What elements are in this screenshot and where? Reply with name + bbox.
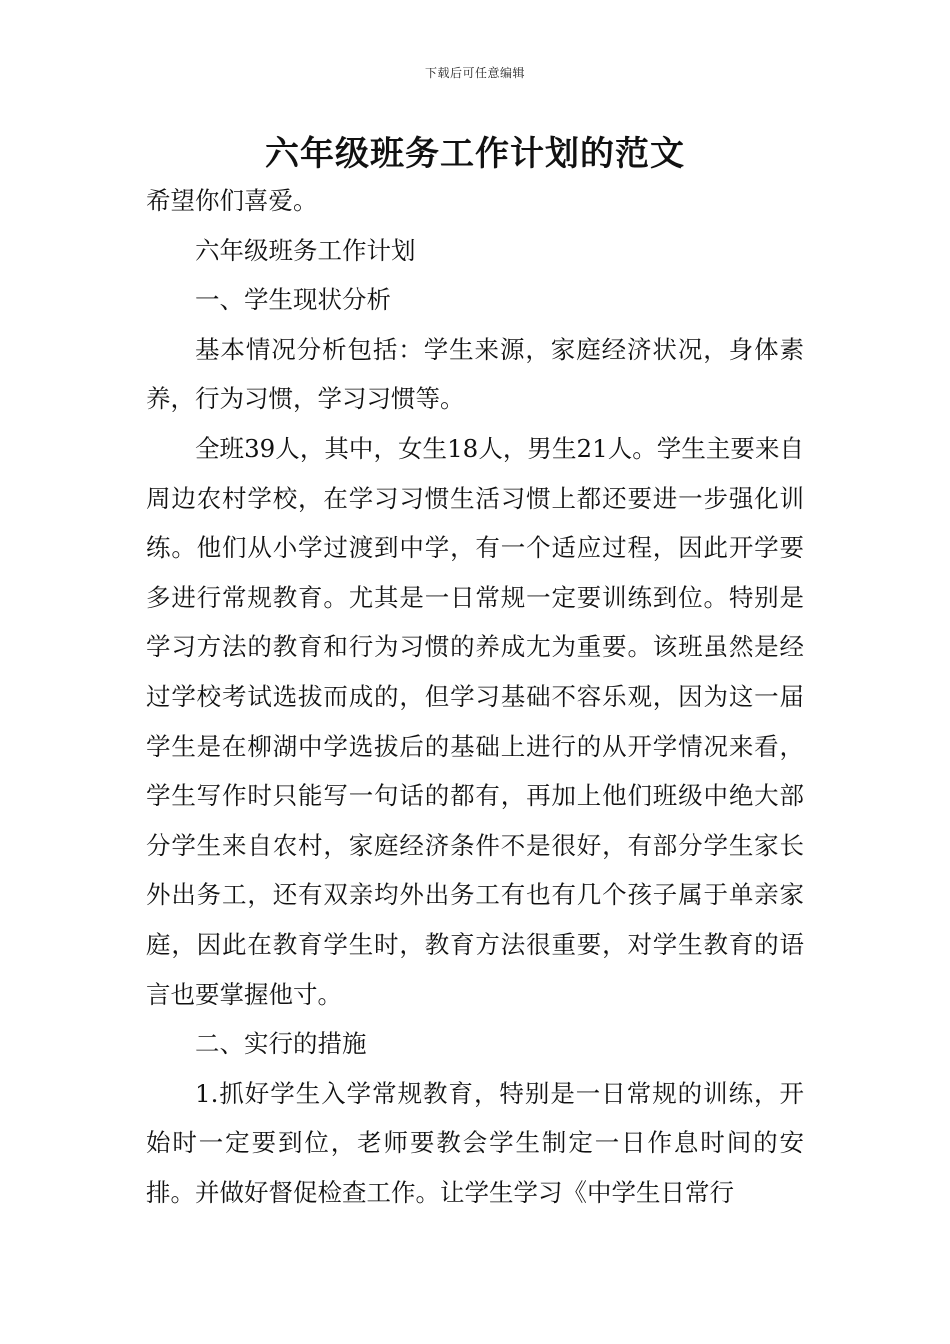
paragraph-measure-1: 1.抓好学生入学常规教育，特别是一日常规的训练，开始时一定要到位，老师要教会学生制定一日作息时间的安排。并做好督促检查工作。让学生学习《中学生日常行	[146, 1078, 804, 1207]
section-heading-measures: 二、实行的措施	[195, 1029, 367, 1059]
paragraph-intro: 希望你们喜爱。	[146, 186, 318, 215]
page-header-note: 下载后可任意编辑	[424, 66, 525, 80]
paragraph-class-overview: 全班39人，其中，女生18人，男生21人。学生主要来自周边农村学校，在学习习惯生活习惯上都还要进一步强化训练。他们从小学过渡到中学，有一个适应过程，因此开学要多进行常规教育。尤其是一日常规一定要训练到位。特别是学习方法的教育和行为习惯的养成尢为重要。该班虽然是经过学校考试选拔而成的，但学习基础不容乐观，因为这一届学生是在柳湖中学选拔后的基础上进行的从开学情况来看，学生写作时只能写一句话的都有，再加上他们班级中绝大部分学生来自农村，家庭经济条件不是很好，有部分学生家长外出务工，还有双亲均外出务工有也有几个孩子属于单亲家庭，因此在教育学生时，教育方法很重要，对学生教育的语言也要掌握他寸。	[146, 433, 804, 1009]
document-body	[146, 176, 804, 1217]
section-heading-plan: 六年级班务工作计划	[195, 235, 416, 265]
document-title: 六年级班务工作计划的范文	[265, 134, 685, 174]
paragraph-basic-analysis: 基本情况分析包括：学生来源，家庭经济状况，身体素养，行为习惯，学习习惯等。	[146, 334, 804, 414]
section-heading-analysis: 一、学生现状分析	[195, 285, 391, 315]
